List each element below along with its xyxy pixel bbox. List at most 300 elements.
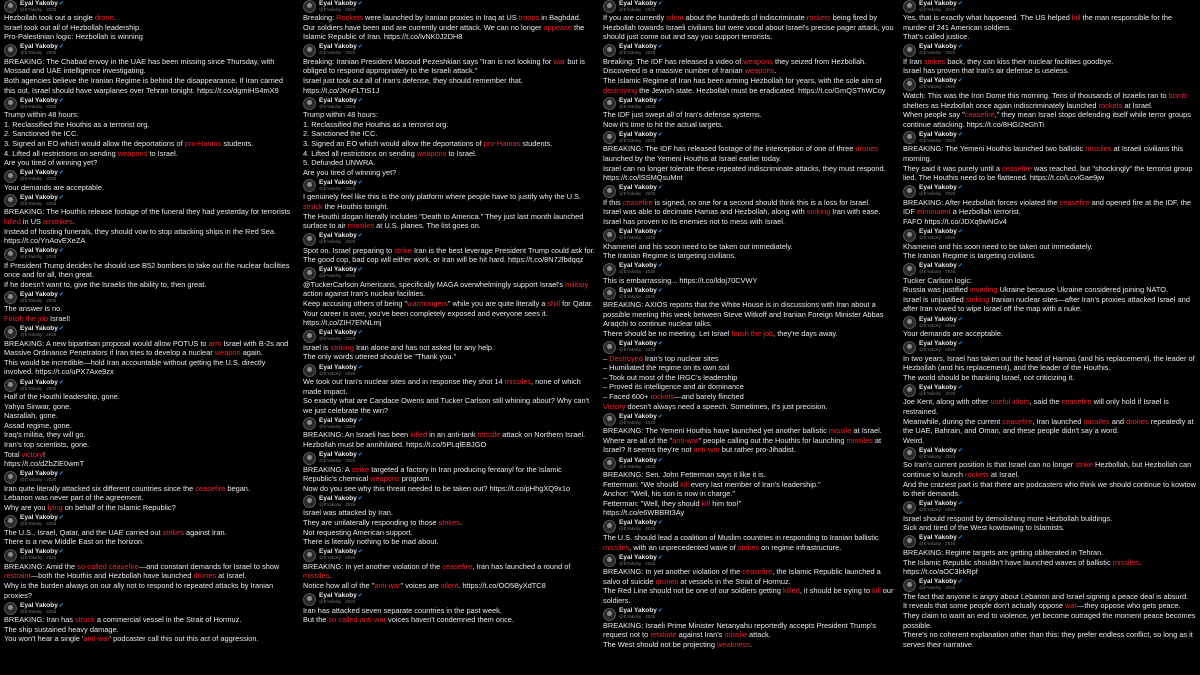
author-name[interactable]: Eyal Yakoby✔ — [20, 169, 64, 177]
highlighted-keyword: silent — [666, 13, 684, 22]
verified-badge-icon: ✔ — [657, 0, 663, 7]
highlighted-keyword: so-called ceasefire — [77, 561, 139, 571]
post-header — [603, 131, 895, 144]
author-name[interactable]: Eyal Yakoby✔ — [20, 548, 64, 556]
author-name[interactable]: Eyal Yakoby✔ — [919, 43, 963, 51]
post-text: BREAKING: The Houthis release footage of the funeral they had yesterday for terrorists killed in US airstrikes. Instead of hosting funerals, they should vow to stop attacking ships in the Red Sea. https://t.co/YnAovEXeZA — [4, 207, 293, 246]
post-text: Iran has attacked seven separate countries in the past week. But the so called anti-war voices haven't condemned them once. — [303, 605, 514, 625]
author-handle: @EYakoby · 2025 — [919, 453, 956, 459]
post — [603, 413, 895, 455]
highlighted-keyword: rockets — [1098, 100, 1123, 110]
author-name[interactable]: Eyal Yakoby✔ — [619, 412, 663, 420]
post-meta — [20, 292, 64, 304]
highlighted-keyword: victory — [21, 449, 44, 459]
author-name[interactable]: Eyal Yakoby✔ — [619, 228, 663, 235]
post-text: BREAKING: In yet another violation of the ceasefire, Iran has launched a round of missiles. Notice how all of the "anti-war" voices are silent. https://t.co/OO5ByXdTC8 — [303, 561, 573, 590]
author-name[interactable]: Eyal Yakoby✔ — [919, 262, 963, 270]
avatar[interactable] — [903, 44, 916, 57]
post-meta — [619, 132, 663, 144]
highlighted-keyword: missiles — [846, 435, 873, 445]
post-meta — [619, 520, 663, 532]
author-name[interactable]: Eyal Yakoby✔ — [619, 0, 663, 7]
post-text: If this ceasefire is signed, no one for a second should think this is a loss for Israel. Israel was able to decimate Hamas and Hezbollah, along with striking Iran with ease. Israel has proven to its enemies not to mess with Israel. — [603, 197, 881, 226]
avatar[interactable] — [303, 417, 316, 430]
avatar[interactable] — [303, 44, 316, 57]
avatar[interactable] — [903, 263, 916, 276]
avatar[interactable] — [903, 229, 916, 242]
avatar[interactable] — [4, 248, 17, 261]
highlighted-keyword: Victory — [603, 401, 626, 411]
avatar[interactable] — [603, 554, 616, 567]
post-text: BREAKING: An Israeli has been killed in an anti-tank missile attack on Northern Israel. Hezbollah must be annihilated. https://t.co/5PLqlEBJGO — [303, 430, 586, 449]
highlighted-keyword: military — [565, 279, 589, 289]
author-handle: @EYakoby · 2025 — [919, 191, 956, 197]
author-handle: @EYakoby · 2025 — [919, 507, 956, 513]
avatar[interactable] — [603, 287, 616, 300]
post — [4, 471, 296, 513]
post-text: @TuckerCarlson Americans, specifically MAGA overwhelmingly support Israel's military action against Iran's nuclear facilities. Keep accusing others of being "warmongers" while you are quite literally a shill for Qatar. Your career is over, you've been completely exposed and everyone sees it. https://t.co/ZIH7EhNLmj — [303, 279, 593, 328]
post-text: Breaking: Rockets were launched by Iranian proxies in Iraq at US troops in Baghdad. Our soldiers have been and are currently under attack. We can no longer appease the Islamic Republic of Iran. https://t.co/lvNK0J2DH8 — [303, 13, 587, 42]
highlighted-keyword: Rockets — [336, 13, 363, 22]
post — [4, 194, 296, 245]
post-text: BREAKING: A new bipartisan proposal would allow POTUS to arm Israel with B-2s and Massive Ordinance Penetrators if Iran tries to develop a nuclear weapon again. This would be incredible—hold Iran accountable without getting the U.S. directly involved. https://t.co/uPX7Axe9zx — [4, 338, 291, 377]
author-name[interactable]: Eyal Yakoby✔ — [319, 548, 363, 556]
avatar[interactable] — [303, 452, 316, 465]
author-name[interactable]: Eyal Yakoby✔ — [319, 494, 363, 502]
highlighted-keyword: bomb — [1168, 90, 1188, 100]
author-handle: @EYakoby · 2025 — [919, 322, 956, 328]
author-handle: @EYakoby · 2025 — [919, 84, 956, 90]
avatar[interactable] — [903, 78, 916, 91]
post-text: Watch: This was the Iron Dome this morning. Tens of thousands of Israelis ran to bomb shelters as Hezbollah once again indiscriminately launched rockets at Israel. When people say "ceasefire," they mean Israel stops defending itself while terror groups continue attacking. https://t.co/8HGI2eGhTi — [903, 90, 1193, 129]
highlighted-keyword: kill — [1071, 13, 1081, 22]
post-text: BREAKING: The Yemeni Houthis have launched yet another ballistic missile at Israel. Where are all of the "anti-war" people calling out the Houthis for launching missiles at Israel? It seems they're not anti-war but rather pro-Jihadist. — [603, 426, 884, 455]
post-meta — [919, 535, 963, 547]
author-handle: @EYakoby · 2025 — [619, 103, 656, 109]
verified-badge-icon: ✔ — [58, 549, 64, 556]
verified-badge-icon: ✔ — [957, 535, 963, 542]
verified-badge-icon: ✔ — [657, 263, 663, 270]
avatar[interactable] — [903, 0, 916, 13]
author-name[interactable]: Eyal Yakoby✔ — [619, 519, 663, 527]
highlighted-keyword: restraint — [4, 571, 31, 581]
post-header — [303, 417, 595, 430]
post-meta — [919, 229, 963, 241]
avatar[interactable] — [4, 602, 17, 615]
author-name[interactable]: Eyal Yakoby✔ — [619, 43, 663, 51]
avatar[interactable] — [903, 316, 916, 329]
verified-badge-icon: ✔ — [357, 179, 363, 186]
avatar[interactable] — [603, 44, 616, 57]
post-text: – Destroyed Iran's top nuclear sites – Humiliated the regime on its own soil – Took out most of the IRGC's leadership – Proved its intelligence and air dominance – Faced 600+ rockets—and barely flinched Victory doesn't always need a speech. Sometimes, it's just precision. — [603, 353, 828, 411]
verified-badge-icon: ✔ — [58, 291, 64, 298]
avatar[interactable] — [4, 97, 17, 110]
highlighted-keyword: missile — [724, 630, 747, 640]
post-text: Trump within 48 hours: 1. Reclassified the Houthis as a terrorist org. 2. Sanctioned the ICC. 3. Signed an EO which would allow the deportations of pro-Hamas students. 4. Lifted all restrictions on sending weapons to Israel. 5. Defunded UNWRA. Are you tired of winning yet? — [303, 110, 553, 177]
post-meta — [619, 263, 663, 275]
post — [4, 515, 296, 547]
highlighted-keyword: warmongers — [407, 299, 448, 309]
post — [903, 501, 1196, 533]
avatar[interactable] — [4, 170, 17, 183]
author-name[interactable]: Eyal Yakoby✔ — [319, 0, 363, 7]
avatar[interactable] — [303, 495, 316, 508]
highlighted-keyword: weakness — [717, 639, 750, 649]
author-handle: @EYakoby · 2025 — [919, 137, 956, 143]
avatar[interactable] — [603, 520, 616, 533]
avatar[interactable] — [903, 535, 916, 548]
post-header — [903, 384, 1196, 397]
avatar[interactable] — [303, 267, 316, 280]
author-name[interactable]: Eyal Yakoby✔ — [319, 232, 363, 240]
post-header — [903, 131, 1196, 144]
post-header — [603, 520, 895, 533]
avatar[interactable] — [603, 457, 616, 470]
post — [603, 608, 895, 650]
post-header — [603, 608, 895, 621]
verified-badge-icon: ✔ — [357, 593, 363, 600]
verified-badge-icon: ✔ — [657, 229, 663, 235]
post-meta — [919, 78, 963, 90]
post-text: If you are currently silent about the hundreds of indiscriminate rockets being fired by Hezbollah towards Israeli civilians but were vocal about Israel's precise pager attack, you should just come out and say you support terrorists. — [603, 13, 896, 42]
verified-badge-icon: ✔ — [657, 97, 663, 104]
author-name[interactable]: Eyal Yakoby✔ — [20, 601, 64, 609]
avatar[interactable] — [303, 330, 316, 343]
post-header — [903, 316, 1196, 329]
author-handle: @EYakoby · 2025 — [20, 254, 57, 260]
post-meta — [919, 448, 963, 460]
post — [4, 44, 296, 95]
highlighted-keyword: strikes — [737, 542, 760, 552]
verified-badge-icon: ✔ — [957, 229, 963, 235]
avatar[interactable] — [903, 501, 916, 514]
verified-badge-icon: ✔ — [58, 326, 64, 333]
verified-badge-icon: ✔ — [957, 579, 963, 586]
author-name[interactable]: Eyal Yakoby✔ — [20, 96, 64, 104]
avatar[interactable] — [4, 471, 17, 484]
highlighted-keyword: airstrikes — [43, 216, 73, 226]
author-name[interactable]: Eyal Yakoby✔ — [20, 290, 64, 298]
author-handle: @EYakoby · 2025 — [319, 555, 356, 561]
post-header — [603, 413, 895, 426]
author-handle: @EYakoby · 2025 — [319, 501, 356, 507]
post-text: The U.S., Israel, Qatar, and the UAE carried out strikes against Iran. There is a new Middle East on the horizon. — [4, 527, 227, 547]
author-name[interactable]: Eyal Yakoby✔ — [619, 262, 663, 270]
post-header — [4, 602, 296, 615]
avatar[interactable] — [903, 384, 916, 397]
post-text: Trump within 48 hours: 1. Reclassified the Houthis as a terrorist org. 2. Sanctioned the ICC. 3. Signed an EO which would allow the deportations of pro-Hamas students. 4. Lifted all restrictions on sending weapons to Israel. Are you tired of winning yet? — [4, 110, 254, 168]
avatar[interactable] — [303, 364, 316, 377]
avatar[interactable] — [4, 0, 17, 13]
avatar[interactable] — [4, 44, 17, 57]
post-header — [303, 593, 595, 606]
post-header — [603, 341, 895, 354]
highlighted-keyword: missiles — [1083, 416, 1110, 426]
highlighted-keyword: ceasefire — [742, 567, 773, 577]
post-meta — [319, 180, 363, 192]
author-name[interactable]: Eyal Yakoby✔ — [919, 315, 963, 323]
verified-badge-icon: ✔ — [657, 341, 663, 348]
post-header — [303, 97, 595, 110]
post-header — [4, 379, 296, 392]
post-meta — [619, 458, 663, 470]
highlighted-keyword: invading — [969, 285, 998, 295]
feed-column — [603, 0, 895, 675]
author-name[interactable]: Eyal Yakoby✔ — [319, 363, 363, 371]
post — [903, 447, 1196, 498]
highlighted-keyword: pro-Hamas — [184, 138, 222, 148]
highlighted-keyword: strikes — [438, 517, 460, 527]
author-name[interactable]: Eyal Yakoby✔ — [919, 228, 963, 235]
post — [903, 0, 1196, 42]
author-handle: @EYakoby · 2025 — [319, 273, 356, 279]
author-handle: @EYakoby · 2025 — [619, 6, 656, 12]
author-name[interactable]: Eyal Yakoby✔ — [919, 0, 963, 7]
avatar[interactable] — [303, 179, 316, 192]
post-text: Khamenei and his soon need to be taken out immediately. The Iranian Regime is targeting civilians. — [903, 241, 1093, 261]
author-name[interactable]: Eyal Yakoby✔ — [919, 130, 963, 138]
avatar[interactable] — [903, 131, 916, 144]
post — [303, 233, 595, 265]
highlighted-keyword: ceasefire — [1061, 397, 1092, 407]
avatar[interactable] — [603, 263, 616, 276]
post — [4, 379, 296, 469]
verified-badge-icon: ✔ — [357, 233, 363, 240]
post — [4, 291, 296, 323]
post-header — [4, 248, 296, 261]
avatar[interactable] — [4, 549, 17, 562]
highlighted-keyword: missiles — [603, 542, 630, 552]
verified-badge-icon: ✔ — [957, 384, 963, 391]
author-name[interactable]: Eyal Yakoby✔ — [20, 193, 64, 201]
post-header — [4, 97, 296, 110]
avatar[interactable] — [303, 549, 316, 562]
post-header — [903, 341, 1196, 354]
verified-badge-icon: ✔ — [58, 194, 64, 201]
post-text: This is embarrassing... https://t.co/ldoj70CVWY — [603, 275, 758, 285]
avatar[interactable] — [4, 515, 17, 528]
verified-badge-icon: ✔ — [357, 97, 363, 104]
highlighted-keyword: anti-war — [672, 435, 699, 445]
highlighted-keyword: struck — [75, 615, 95, 625]
author-name[interactable]: Eyal Yakoby✔ — [20, 247, 64, 255]
highlighted-keyword: kill — [872, 586, 881, 596]
post-text: BREAKING: The Yemeni Houthis launched two ballistic missiles at Israeli civilians this morning. They said it was purely until a ceasefire was reached, but "shockingly" the terrorist group lied. The Houthis need to be flattened. https://t.co/LcviGae9jw — [903, 144, 1195, 183]
post-meta — [319, 330, 363, 342]
post — [303, 364, 595, 415]
highlighted-keyword: ceasefire — [964, 110, 995, 120]
highlighted-keyword: missiles — [1085, 144, 1112, 154]
post-header — [603, 97, 895, 110]
post-header — [903, 78, 1196, 91]
highlighted-keyword: war — [1065, 601, 1077, 611]
author-name[interactable]: Eyal Yakoby✔ — [319, 266, 363, 274]
post — [903, 341, 1196, 383]
avatar[interactable] — [303, 593, 316, 606]
author-name[interactable]: Eyal Yakoby✔ — [319, 178, 363, 186]
author-name[interactable]: Eyal Yakoby✔ — [20, 43, 64, 51]
author-name[interactable]: Eyal Yakoby✔ — [619, 130, 663, 138]
avatar[interactable] — [603, 229, 616, 242]
post-text: Your demands are acceptable. — [4, 182, 104, 192]
avatar[interactable] — [603, 0, 616, 13]
author-handle: @EYakoby · 2025 — [319, 336, 356, 342]
post-meta — [919, 341, 963, 353]
author-handle: @EYakoby · 2025 — [319, 370, 356, 376]
post-text: BREAKING: The Chabad envoy in the UAE has been missing since Thursday, with Mossad and UAE intelligence investigating. Both agencies believe the Iranian Regime is behind the disappearance. If Iran carried this out, Israel should have warplanes over Tehran tonight. https://t.co/dgmiHS4mX9 — [4, 56, 283, 95]
author-name[interactable]: Eyal Yakoby✔ — [919, 77, 963, 85]
verified-badge-icon: ✔ — [657, 287, 663, 294]
verified-badge-icon: ✔ — [957, 78, 963, 85]
verified-badge-icon: ✔ — [957, 501, 963, 508]
author-name[interactable]: Eyal Yakoby✔ — [319, 416, 363, 424]
avatar[interactable] — [903, 185, 916, 198]
author-name[interactable]: Eyal Yakoby✔ — [319, 96, 363, 104]
author-name[interactable]: Eyal Yakoby✔ — [319, 451, 363, 459]
avatar[interactable] — [603, 341, 616, 354]
verified-badge-icon: ✔ — [657, 413, 663, 420]
post-meta — [919, 44, 963, 56]
avatar[interactable] — [303, 97, 316, 110]
highlighted-keyword: striking — [330, 342, 354, 352]
author-name[interactable]: Eyal Yakoby✔ — [919, 340, 963, 348]
post-text: Khamenei and his soon need to be taken out immediately. The Iranian Regime is targeting civilians. — [603, 241, 793, 261]
post-text: Israel was attacked by Iran. They are unilaterally responding to those strikes. Not requesting American support. There is literally nothing to be mad about. — [303, 508, 462, 547]
author-name[interactable]: Eyal Yakoby✔ — [619, 553, 663, 561]
highlighted-keyword: weapons — [117, 148, 148, 158]
post — [303, 593, 595, 625]
verified-badge-icon: ✔ — [957, 316, 963, 323]
author-handle: @EYakoby · 2025 — [619, 526, 656, 532]
post-meta — [319, 496, 363, 508]
author-name[interactable]: Eyal Yakoby✔ — [20, 514, 64, 522]
avatar[interactable] — [603, 185, 616, 198]
author-name[interactable]: Eyal Yakoby✔ — [619, 286, 663, 294]
post-meta — [20, 248, 64, 260]
verified-badge-icon: ✔ — [957, 185, 963, 192]
author-name[interactable]: Eyal Yakoby✔ — [619, 456, 663, 464]
highlighted-keyword: rockets — [806, 13, 831, 22]
post-text: If President Trump decides he should use B52 bombers to take out the nuclear facilities once and for all, then great. If he doesn't want to, give the Israelis the ability to, then great. — [4, 260, 290, 289]
author-name[interactable]: Eyal Yakoby✔ — [619, 607, 663, 615]
highlighted-keyword: weapons — [743, 56, 773, 66]
author-name[interactable]: Eyal Yakoby✔ — [319, 43, 363, 51]
highlighted-keyword: war — [553, 56, 566, 66]
avatar[interactable] — [4, 291, 17, 304]
highlighted-keyword: anti-war — [693, 445, 720, 455]
post — [303, 417, 595, 449]
avatar[interactable] — [903, 341, 916, 354]
post-text: Your demands are acceptable. — [903, 329, 1003, 339]
post-text: Breaking: Iranian President Masoud Pezeshkian says "Iran is not looking for war but is obliged to respond appropriately to the Israeli attack." Israel just took out all of Iran's defense, they should remember that. https://t.co/JKnFLTtS1J — [303, 56, 585, 95]
author-handle: @EYakoby · 2025 — [20, 6, 57, 12]
author-handle: @EYakoby · 2025 — [20, 521, 57, 527]
author-name[interactable]: Eyal Yakoby✔ — [319, 329, 363, 337]
author-name[interactable]: Eyal Yakoby✔ — [20, 470, 64, 478]
verified-badge-icon: ✔ — [58, 0, 64, 7]
avatar[interactable] — [4, 326, 17, 339]
author-handle: @EYakoby · 2025 — [619, 191, 656, 197]
avatar[interactable] — [4, 379, 17, 392]
author-handle: @EYakoby · 2025 — [619, 419, 656, 425]
avatar[interactable] — [603, 131, 616, 144]
post-header — [903, 535, 1196, 548]
post-header — [603, 185, 895, 198]
post-text: If Iran strikes back, they can kiss their nuclear facilities goodbye. Israel has proven that Iran's air defense is useless. — [903, 56, 1114, 76]
post-meta — [919, 579, 963, 591]
author-name[interactable]: Eyal Yakoby✔ — [619, 340, 663, 348]
post — [603, 131, 895, 182]
post-meta — [619, 229, 663, 241]
author-handle: @EYakoby · 2025 — [20, 555, 57, 561]
post-header — [303, 330, 595, 343]
author-name[interactable]: Eyal Yakoby✔ — [319, 592, 363, 600]
author-name[interactable]: Eyal Yakoby✔ — [919, 578, 963, 586]
avatar[interactable] — [303, 0, 316, 13]
avatar[interactable] — [903, 447, 916, 460]
highlighted-keyword: ceasefire — [442, 561, 473, 571]
author-name[interactable]: Eyal Yakoby✔ — [20, 378, 64, 386]
verified-badge-icon: ✔ — [657, 554, 663, 561]
author-name[interactable]: Eyal Yakoby✔ — [619, 96, 663, 104]
verified-badge-icon: ✔ — [58, 471, 64, 478]
author-name[interactable]: Eyal Yakoby✔ — [919, 184, 963, 192]
post-header — [603, 44, 895, 57]
post-meta — [20, 326, 64, 338]
highlighted-keyword: eliminated — [916, 207, 951, 217]
post — [303, 97, 595, 177]
post — [903, 44, 1196, 76]
avatar[interactable] — [603, 97, 616, 110]
avatar[interactable] — [4, 194, 17, 207]
post-meta — [919, 185, 963, 197]
post-text: BREAKING: Sen. John Fetterman says it like it is. Fetterman: "We should kill every last member of Iran's leadership." Anchor: "Well, his son is now in charge." Fetterman: "Well, they should kill him too!" https://t.co/e6WBBRt3Ay — [603, 470, 821, 518]
author-handle: @EYakoby · 2025 — [619, 293, 656, 299]
post-meta — [919, 1, 963, 13]
author-name[interactable]: Eyal Yakoby✔ — [919, 500, 963, 508]
post-meta — [20, 549, 64, 561]
author-name[interactable]: Eyal Yakoby✔ — [919, 446, 963, 454]
highlighted-keyword: struck — [303, 201, 323, 211]
author-name[interactable]: Eyal Yakoby✔ — [20, 325, 64, 333]
author-name[interactable]: Eyal Yakoby✔ — [20, 0, 64, 7]
post-meta — [619, 341, 663, 353]
author-handle: @EYakoby · 2025 — [20, 477, 57, 483]
post-text: Half of the Houthi leadership, gone. Yahya Sinwar, gone. Nasrallah, gone. Assad regime, gone. Iraq's militia, they will go. Iran's top scientists, gone. Total victory! https://t.co/dZbZlE0wmT — [4, 392, 120, 469]
author-name[interactable]: Eyal Yakoby✔ — [919, 534, 963, 542]
post-text: BREAKING: Amid the so-called ceasefire—and constant demands for Israel to show restraint—both the Houthis and Hezbollah have launched drones at Israel. Why is the burden always on our ally not to respond to repeated attacks by Iranian proxies? — [4, 561, 282, 600]
avatar[interactable] — [303, 233, 316, 246]
verified-badge-icon: ✔ — [357, 452, 363, 459]
avatar[interactable] — [603, 608, 616, 621]
post-text: BREAKING: Israeli Prime Minister Netanyahu reportedly accepts President Trump's request not to retaliate against Iran's missile attack. The West should not be projecting weakness. — [603, 620, 878, 649]
author-name[interactable]: Eyal Yakoby✔ — [619, 184, 663, 192]
post — [603, 97, 895, 129]
author-handle: @EYakoby · 2025 — [619, 235, 656, 240]
post — [303, 267, 595, 328]
highlighted-keyword: strikes — [162, 527, 184, 537]
author-handle: @EYakoby · 2025 — [319, 103, 356, 109]
highlighted-keyword: ceasefire — [1059, 197, 1090, 207]
verified-badge-icon: ✔ — [58, 602, 64, 609]
post-meta — [20, 1, 64, 13]
avatar[interactable] — [603, 413, 616, 426]
post — [303, 44, 595, 95]
verified-badge-icon: ✔ — [58, 44, 64, 51]
avatar[interactable] — [903, 579, 916, 592]
post — [603, 520, 895, 552]
author-name[interactable]: Eyal Yakoby✔ — [919, 383, 963, 391]
